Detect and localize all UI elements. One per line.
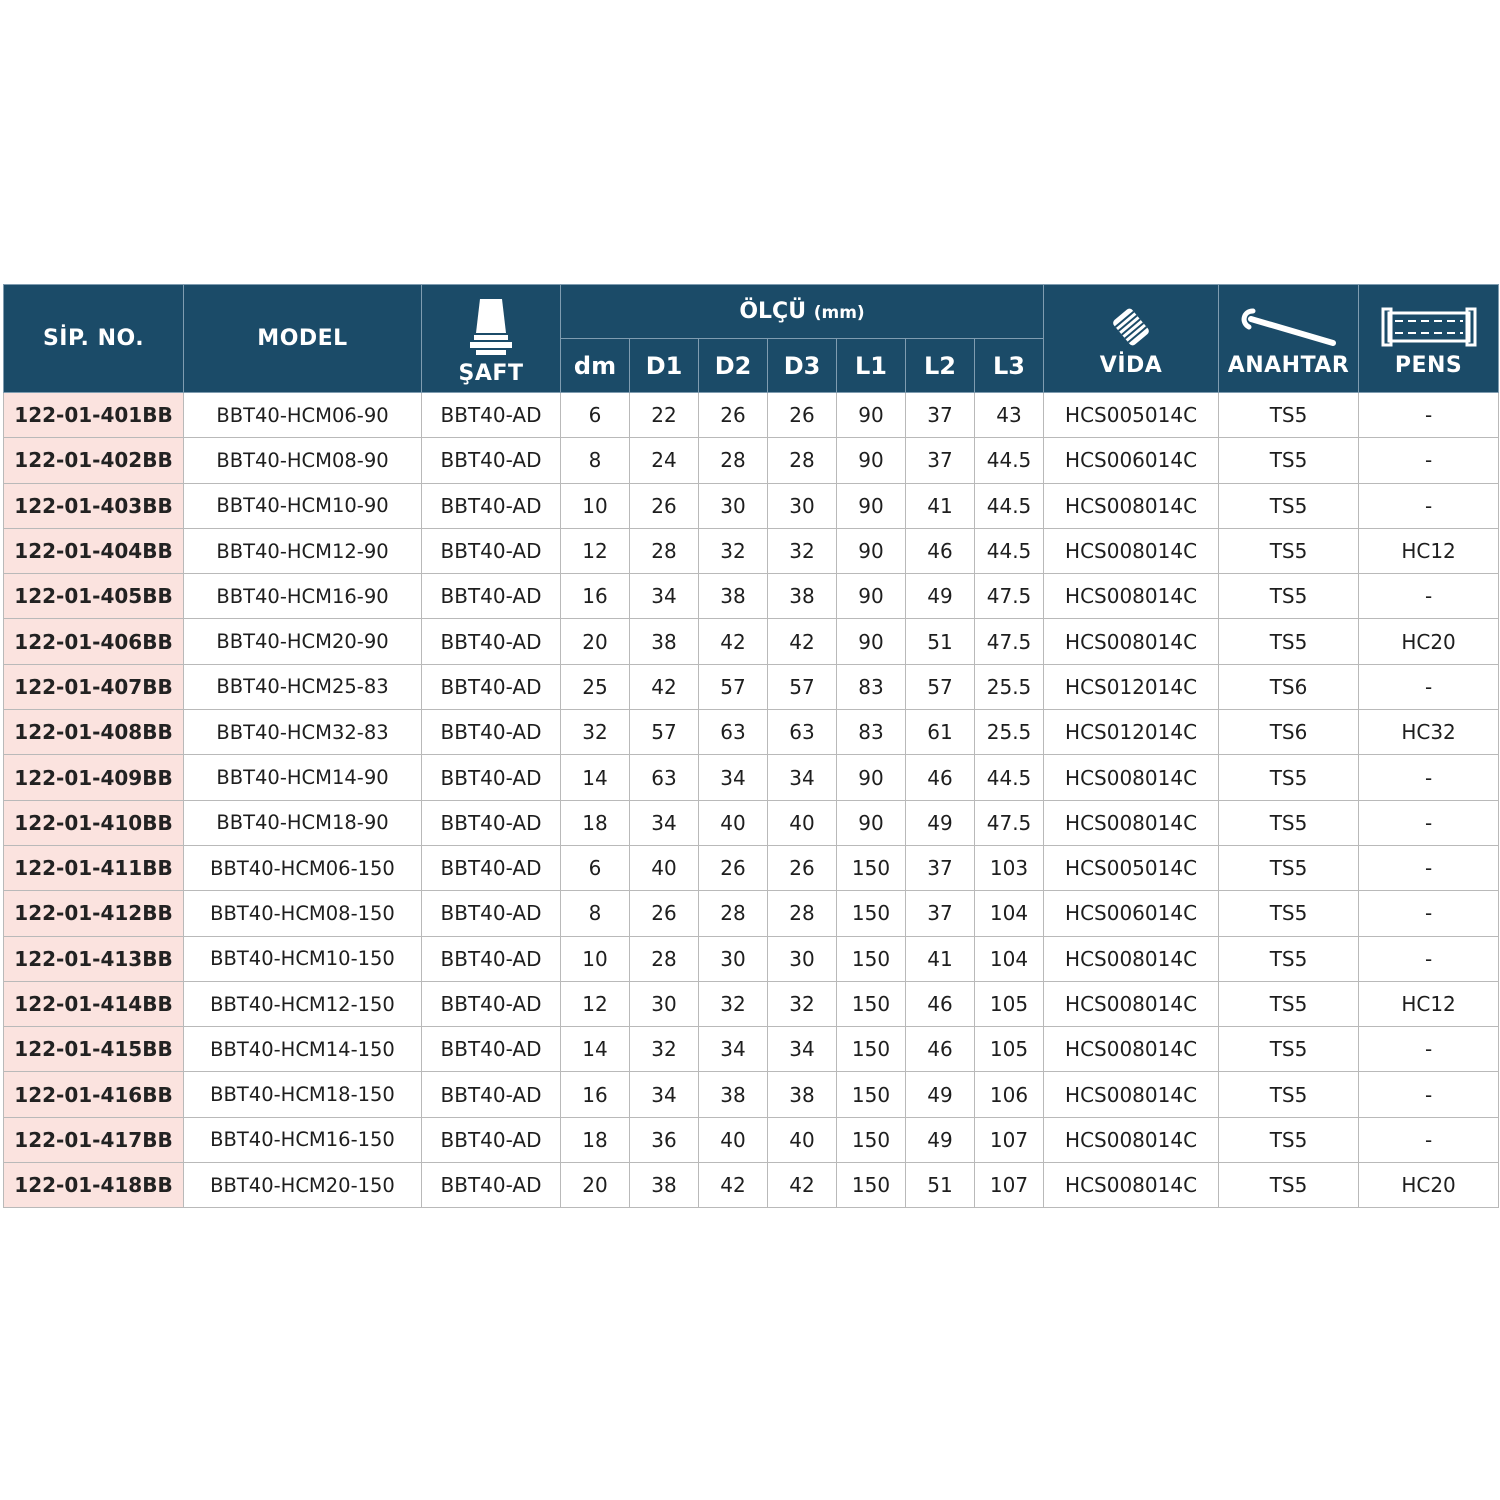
cell-pens: - [1359,393,1499,438]
cell-model: BBT40-HCM25-83 [184,664,422,709]
cell-pens: - [1359,1072,1499,1117]
table-row [4,393,1499,438]
cell-vida: HCS008014C [1044,1163,1219,1208]
header-olcu-unit: (mm) [813,303,865,323]
cell-model: BBT40-HCM18-90 [184,800,422,845]
header-anahtar-label: ANAHTAR [1227,353,1350,378]
cell-sip-no: 122-01-409BB [4,755,184,800]
cell-l2: 49 [906,800,975,845]
cell-l1: 150 [837,845,906,890]
cell-saft: BBT40-AD [422,800,561,845]
cell-d2: 42 [699,1163,768,1208]
cell-d1: 42 [630,664,699,709]
cell-l2: 49 [906,1072,975,1117]
cell-anahtar: TS5 [1219,574,1359,619]
table-row [4,981,1499,1026]
cell-anahtar: TS5 [1219,619,1359,664]
spec-table [3,284,1499,1208]
cell-d1: 34 [630,574,699,619]
cell-dm: 20 [561,1163,630,1208]
cell-vida: HCS005014C [1044,845,1219,890]
cell-dm: 20 [561,619,630,664]
table-body [4,393,1499,1208]
cell-l2: 49 [906,574,975,619]
header-d1: D1 [630,339,699,393]
cell-l1: 150 [837,981,906,1026]
cell-l3: 103 [975,845,1044,890]
cell-anahtar: TS5 [1219,1163,1359,1208]
cell-d1: 40 [630,845,699,890]
cell-sip-no: 122-01-402BB [4,438,184,483]
cell-pens: HC12 [1359,981,1499,1026]
cell-l3: 44.5 [975,483,1044,528]
table-row [4,483,1499,528]
cell-l3: 44.5 [975,438,1044,483]
table-row [4,1163,1499,1208]
header-saft-label: ŞAFT [458,361,524,386]
cell-dm: 8 [561,438,630,483]
cell-d3: 32 [768,528,837,573]
table-row [4,1027,1499,1072]
cell-d1: 34 [630,800,699,845]
cell-anahtar: TS6 [1219,664,1359,709]
table-row [4,845,1499,890]
cell-d3: 28 [768,438,837,483]
cell-anahtar: TS5 [1219,845,1359,890]
cell-dm: 14 [561,755,630,800]
cell-d1: 28 [630,528,699,573]
cell-pens: - [1359,574,1499,619]
cell-dm: 12 [561,981,630,1026]
cell-d2: 32 [699,981,768,1026]
cell-saft: BBT40-AD [422,755,561,800]
cell-pens: - [1359,800,1499,845]
cell-dm: 10 [561,483,630,528]
cell-vida: HCS008014C [1044,483,1219,528]
cell-l3: 107 [975,1163,1044,1208]
cell-sip-no: 122-01-408BB [4,710,184,755]
cell-d3: 63 [768,710,837,755]
cell-vida: HCS008014C [1044,1117,1219,1162]
header-vida [1044,285,1219,393]
header-l3: L3 [975,339,1044,393]
cell-pens: HC20 [1359,619,1499,664]
cell-d2: 40 [699,800,768,845]
table-row [4,438,1499,483]
cell-vida: HCS012014C [1044,664,1219,709]
cell-anahtar: TS5 [1219,1072,1359,1117]
cell-l1: 83 [837,664,906,709]
cell-d1: 36 [630,1117,699,1162]
cell-l1: 150 [837,1163,906,1208]
cell-dm: 32 [561,710,630,755]
cell-d1: 26 [630,483,699,528]
cell-anahtar: TS5 [1219,438,1359,483]
header-saft [422,285,561,393]
cell-d3: 34 [768,1027,837,1072]
cell-d2: 38 [699,1072,768,1117]
cell-sip-no: 122-01-401BB [4,393,184,438]
cell-l3: 47.5 [975,619,1044,664]
cell-saft: BBT40-AD [422,619,561,664]
cell-l3: 104 [975,936,1044,981]
cell-sip-no: 122-01-405BB [4,574,184,619]
header-dm: dm [561,339,630,393]
cell-l3: 47.5 [975,800,1044,845]
cell-d2: 63 [699,710,768,755]
header-model: MODEL [184,285,422,393]
cell-model: BBT40-HCM32-83 [184,710,422,755]
cell-l2: 61 [906,710,975,755]
cell-l1: 150 [837,1027,906,1072]
cell-l3: 25.5 [975,710,1044,755]
cell-model: BBT40-HCM14-150 [184,1027,422,1072]
cell-saft: BBT40-AD [422,1117,561,1162]
cell-anahtar: TS5 [1219,528,1359,573]
cell-anahtar: TS6 [1219,710,1359,755]
table-row [4,619,1499,664]
cell-d1: 30 [630,981,699,1026]
cell-anahtar: TS5 [1219,755,1359,800]
cell-dm: 6 [561,845,630,890]
cell-d1: 34 [630,1072,699,1117]
cell-vida: HCS008014C [1044,755,1219,800]
cell-pens: - [1359,664,1499,709]
cell-l2: 51 [906,619,975,664]
cell-sip-no: 122-01-412BB [4,891,184,936]
cell-d1: 32 [630,1027,699,1072]
cell-model: BBT40-HCM20-150 [184,1163,422,1208]
cell-dm: 25 [561,664,630,709]
cell-pens: - [1359,755,1499,800]
cell-d1: 63 [630,755,699,800]
collet-icon [1381,305,1477,349]
cell-saft: BBT40-AD [422,664,561,709]
cell-d3: 40 [768,1117,837,1162]
cell-d1: 38 [630,619,699,664]
table-row [4,755,1499,800]
cell-l3: 44.5 [975,755,1044,800]
cell-pens: - [1359,845,1499,890]
cell-l1: 150 [837,1117,906,1162]
cell-l3: 107 [975,1117,1044,1162]
cell-sip-no: 122-01-413BB [4,936,184,981]
table-row [4,710,1499,755]
cell-l1: 90 [837,528,906,573]
cell-sip-no: 122-01-411BB [4,845,184,890]
cell-vida: HCS008014C [1044,528,1219,573]
cell-dm: 8 [561,891,630,936]
cell-l2: 51 [906,1163,975,1208]
cell-saft: BBT40-AD [422,1072,561,1117]
cell-model: BBT40-HCM18-150 [184,1072,422,1117]
cell-l2: 37 [906,438,975,483]
header-vida-label: VİDA [1099,353,1163,378]
cell-anahtar: TS5 [1219,936,1359,981]
cell-l1: 90 [837,619,906,664]
cell-d1: 38 [630,1163,699,1208]
cell-d3: 40 [768,800,837,845]
cell-anahtar: TS5 [1219,1117,1359,1162]
cell-l2: 57 [906,664,975,709]
header-anahtar [1219,285,1359,393]
cell-pens: HC32 [1359,710,1499,755]
cell-pens: - [1359,891,1499,936]
cell-l1: 90 [837,800,906,845]
cell-vida: HCS005014C [1044,393,1219,438]
table-row [4,891,1499,936]
cell-l2: 46 [906,528,975,573]
cell-anahtar: TS5 [1219,891,1359,936]
cell-model: BBT40-HCM06-90 [184,393,422,438]
cell-saft: BBT40-AD [422,981,561,1026]
cell-l2: 41 [906,483,975,528]
cell-l1: 150 [837,1072,906,1117]
cell-model: BBT40-HCM08-150 [184,891,422,936]
cell-d2: 34 [699,1027,768,1072]
hook-wrench-icon [1239,305,1339,349]
cell-vida: HCS006014C [1044,891,1219,936]
cell-l2: 37 [906,891,975,936]
cell-vida: HCS006014C [1044,438,1219,483]
cell-model: BBT40-HCM08-90 [184,438,422,483]
cell-dm: 18 [561,800,630,845]
table-row [4,574,1499,619]
cell-d1: 26 [630,891,699,936]
header-olcu-label: ÖLÇÜ [739,299,807,324]
cell-dm: 16 [561,1072,630,1117]
cell-l3: 105 [975,1027,1044,1072]
cell-vida: HCS008014C [1044,981,1219,1026]
cell-d3: 38 [768,574,837,619]
cell-sip-no: 122-01-407BB [4,664,184,709]
cell-model: BBT40-HCM10-90 [184,483,422,528]
header-olcu [561,285,1044,339]
cell-l3: 25.5 [975,664,1044,709]
cell-sip-no: 122-01-404BB [4,528,184,573]
cell-d1: 24 [630,438,699,483]
cell-d2: 28 [699,891,768,936]
cell-saft: BBT40-AD [422,438,561,483]
cell-pens: - [1359,1117,1499,1162]
cell-pens: - [1359,438,1499,483]
cell-d3: 34 [768,755,837,800]
cell-dm: 16 [561,574,630,619]
header-d3: D3 [768,339,837,393]
cell-l3: 105 [975,981,1044,1026]
cell-sip-no: 122-01-414BB [4,981,184,1026]
cell-l2: 46 [906,981,975,1026]
cell-model: BBT40-HCM16-90 [184,574,422,619]
cell-saft: BBT40-AD [422,1027,561,1072]
cell-l2: 37 [906,845,975,890]
cell-saft: BBT40-AD [422,936,561,981]
cell-vida: HCS012014C [1044,710,1219,755]
cell-d1: 28 [630,936,699,981]
cell-d3: 26 [768,393,837,438]
cell-vida: HCS008014C [1044,936,1219,981]
screw-icon [1109,305,1153,349]
cell-l1: 90 [837,755,906,800]
cell-l3: 44.5 [975,528,1044,573]
cell-d2: 38 [699,574,768,619]
cell-d3: 32 [768,981,837,1026]
cell-model: BBT40-HCM06-150 [184,845,422,890]
cell-model: BBT40-HCM10-150 [184,936,422,981]
cell-d2: 26 [699,845,768,890]
cell-d3: 38 [768,1072,837,1117]
header-sip-no: SİP. NO. [4,285,184,393]
cell-dm: 10 [561,936,630,981]
cell-model: BBT40-HCM16-150 [184,1117,422,1162]
cell-d2: 34 [699,755,768,800]
cell-model: BBT40-HCM14-90 [184,755,422,800]
cell-sip-no: 122-01-406BB [4,619,184,664]
cell-vida: HCS008014C [1044,800,1219,845]
cell-l3: 104 [975,891,1044,936]
cell-sip-no: 122-01-416BB [4,1072,184,1117]
cell-l1: 90 [837,483,906,528]
cell-l2: 49 [906,1117,975,1162]
cell-d3: 28 [768,891,837,936]
cell-d2: 28 [699,438,768,483]
cell-l2: 46 [906,1027,975,1072]
cell-d2: 30 [699,936,768,981]
cell-l3: 47.5 [975,574,1044,619]
cell-anahtar: TS5 [1219,1027,1359,1072]
cell-pens: HC20 [1359,1163,1499,1208]
cell-model: BBT40-HCM12-90 [184,528,422,573]
table-row [4,936,1499,981]
cell-l1: 90 [837,574,906,619]
cell-pens: - [1359,936,1499,981]
cell-dm: 12 [561,528,630,573]
header-d2: D2 [699,339,768,393]
cell-d3: 57 [768,664,837,709]
cell-pens: HC12 [1359,528,1499,573]
cell-l3: 106 [975,1072,1044,1117]
cell-saft: BBT40-AD [422,845,561,890]
cell-dm: 18 [561,1117,630,1162]
cell-d2: 40 [699,1117,768,1162]
cell-sip-no: 122-01-418BB [4,1163,184,1208]
cell-saft: BBT40-AD [422,528,561,573]
cell-l1: 150 [837,936,906,981]
cell-l1: 150 [837,891,906,936]
table-row [4,528,1499,573]
cell-sip-no: 122-01-417BB [4,1117,184,1162]
cell-anahtar: TS5 [1219,981,1359,1026]
cell-model: BBT40-HCM20-90 [184,619,422,664]
cell-sip-no: 122-01-410BB [4,800,184,845]
cell-d3: 26 [768,845,837,890]
cell-l3: 43 [975,393,1044,438]
cell-l1: 83 [837,710,906,755]
cell-d1: 57 [630,710,699,755]
cell-model: BBT40-HCM12-150 [184,981,422,1026]
cell-sip-no: 122-01-403BB [4,483,184,528]
cell-l1: 90 [837,438,906,483]
cell-anahtar: TS5 [1219,393,1359,438]
cell-d2: 30 [699,483,768,528]
table-row [4,800,1499,845]
cell-saft: BBT40-AD [422,574,561,619]
header-l1: L1 [837,339,906,393]
cell-l1: 90 [837,393,906,438]
cell-d2: 42 [699,619,768,664]
cell-l2: 37 [906,393,975,438]
cell-d3: 30 [768,483,837,528]
table-row [4,1117,1499,1162]
cell-vida: HCS008014C [1044,574,1219,619]
cell-saft: BBT40-AD [422,891,561,936]
cell-vida: HCS008014C [1044,1027,1219,1072]
cell-saft: BBT40-AD [422,1163,561,1208]
cell-d3: 42 [768,1163,837,1208]
cell-pens: - [1359,1027,1499,1072]
cell-sip-no: 122-01-415BB [4,1027,184,1072]
cell-vida: HCS008014C [1044,619,1219,664]
cell-saft: BBT40-AD [422,483,561,528]
cell-anahtar: TS5 [1219,483,1359,528]
cell-d2: 26 [699,393,768,438]
cell-d3: 42 [768,619,837,664]
table-header [4,285,1499,393]
cell-d2: 32 [699,528,768,573]
header-pens [1359,285,1499,393]
header-pens-label: PENS [1394,353,1463,378]
cell-vida: HCS008014C [1044,1072,1219,1117]
table-row [4,664,1499,709]
cell-saft: BBT40-AD [422,393,561,438]
cell-dm: 6 [561,393,630,438]
cell-anahtar: TS5 [1219,800,1359,845]
table-row [4,1072,1499,1117]
cell-d2: 57 [699,664,768,709]
cell-saft: BBT40-AD [422,710,561,755]
cell-d1: 22 [630,393,699,438]
cell-dm: 14 [561,1027,630,1072]
cell-pens: - [1359,483,1499,528]
shank-icon [466,297,516,357]
cell-l2: 46 [906,755,975,800]
cell-d3: 30 [768,936,837,981]
cell-l2: 41 [906,936,975,981]
header-l2: L2 [906,339,975,393]
